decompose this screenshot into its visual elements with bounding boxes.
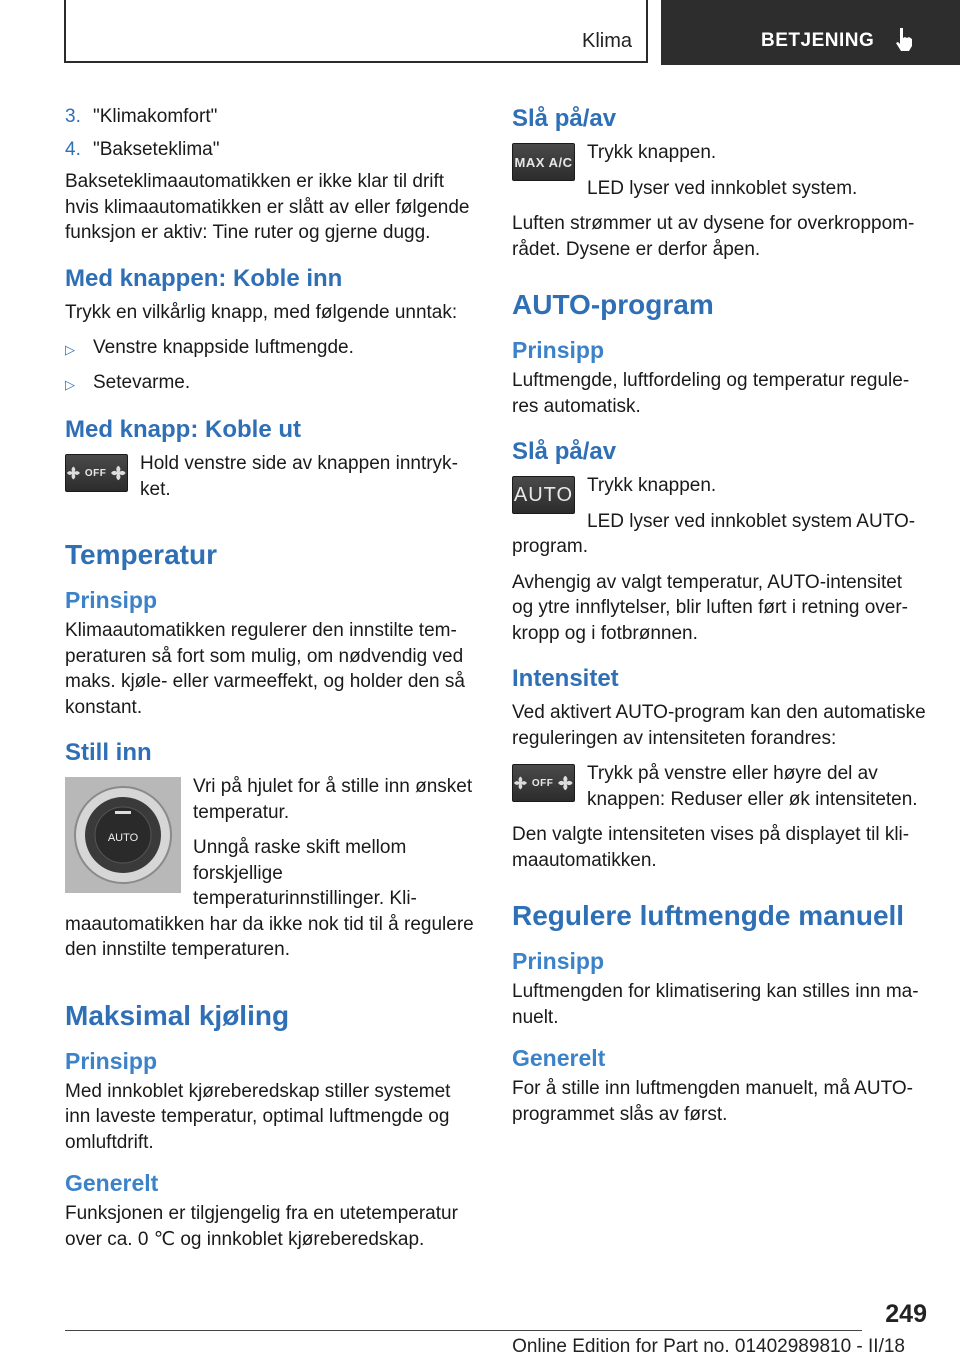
still-inn-text-1: Vri på hjulet for å stille inn ønsket temperatur. — [193, 776, 473, 823]
header-section-box — [64, 0, 648, 63]
footer-divider — [65, 1330, 862, 1331]
knob-auto-label: AUTO — [107, 832, 139, 844]
fan-off-button-image — [512, 764, 575, 802]
auto-text-2: LED lyser ved innkoblet system AUTO-program. — [512, 510, 916, 557]
triangle-bullet-icon: ▷ — [65, 376, 75, 392]
temperatur-prinsipp-text: Klimaautomatikken regulerer den innstilte temperaturen så fort som mulig, om nødvendig ved maks. kjøle- eller varmeeffekt, og holder den så konstant. — [65, 620, 465, 718]
list-item — [65, 137, 477, 163]
heading-prinsipp: Prinsipp — [65, 1047, 158, 1074]
auto-button-image: AUTO — [512, 476, 575, 514]
heading-maksimal-kjoling: Maksimal kjøling — [65, 999, 290, 1031]
temperature-knob-image — [65, 777, 181, 893]
intensitet-text-1: Ved aktivert AUTO-program kan den automatiske reguleringen av intensiteten forandres: — [512, 702, 926, 749]
max-ac-text-1: Trykk knappen. — [587, 142, 717, 163]
luftmengde-prinsipp-text: Luftmengden for klimatisering kan stilles inn manuelt. — [512, 981, 919, 1028]
auto-prinsipp-text: Luftmengde, luftfordeling og temperatur reguleres automatisk. — [512, 370, 910, 417]
intensitet-text-3: Den valgte intensiteten vises på displayet til klimaautomatikken. — [512, 824, 910, 871]
fan-icon — [110, 464, 127, 482]
triangle-bullet-icon: ▷ — [65, 342, 75, 357]
fan-off-button-image — [65, 454, 128, 492]
auto-block — [512, 473, 926, 570]
still-inn-text-2: Unngå raske skift mellom forskjellige temperaturinnstillinger. Klimaautomatikken har da ikke nok tid til å regulere den innstilte temperaturen. — [65, 837, 474, 960]
koble-ut-block — [65, 451, 477, 512]
heading-still-inn: Still inn — [65, 739, 152, 766]
heading-koble-ut: Med knapp: Koble ut — [65, 416, 301, 443]
heading-generelt: Generelt — [65, 1170, 159, 1196]
heading-sla-pa-av: Slå på/av — [512, 105, 617, 132]
intensitet-block — [512, 761, 926, 822]
heading-generelt: Generelt — [512, 1045, 606, 1071]
list-number: 4. — [65, 138, 81, 160]
max-ac-text-2: LED lyser ved innkoblet system. — [587, 177, 858, 199]
heading-koble-inn: Med knappen: Koble inn — [65, 264, 343, 292]
temperature-knob-icon — [65, 777, 181, 893]
heading-regulere-luftmengde: Regulere luftmengde manuell — [512, 900, 905, 931]
maksimal-generelt-text: Funksjonen er tilgjengelig fra en utetemperatur over ca. 0 ℃ og innkoblet kjøreberedskap. — [65, 1203, 458, 1250]
heading-temperatur: Temperatur — [65, 539, 217, 570]
still-inn-block — [65, 774, 477, 973]
auto-text-3: Avhengig av valgt temperatur, AUTO-intensitet og ytre innflytelser, blir luften ført i retning overkropp og i fotbrønnen. — [512, 571, 908, 644]
list-text: "Bakseteklima" — [93, 138, 220, 160]
heading-sla-pa-av: Slå på/av — [512, 438, 617, 465]
bullet-text: Venstre knappside luftmengde. — [93, 337, 354, 358]
heading-auto-program: AUTO-program — [512, 289, 714, 320]
heading-intensitet: Intensitet — [512, 665, 619, 692]
list-text: "Klimakomfort" — [93, 106, 218, 127]
bullet-text: Setevarme. — [93, 371, 191, 393]
right-column — [512, 104, 926, 1137]
heading-prinsipp: Prinsipp — [512, 337, 605, 363]
intro-paragraph: Bakseteklimaautomatikken er ikke klar til drift hvis klimaautomatikken er slått av eller følgende funksjon er aktiv: Tine ruter og gjerne dugg. — [65, 171, 470, 243]
koble-ut-text: Hold venstre side av knappen inntrykket. — [140, 453, 458, 500]
off-label: OFF — [84, 467, 107, 479]
header-section-title: Klima — [581, 30, 632, 52]
max-ac-block — [512, 140, 926, 211]
auto-text-1: Trykk knappen. — [587, 475, 717, 496]
fan-icon — [66, 465, 81, 481]
heading-prinsipp: Prinsipp — [65, 587, 158, 613]
fan-icon — [557, 774, 574, 792]
bullet-item — [65, 335, 477, 363]
intensitet-text-2: Trykk på venstre eller høyre del av knappen: Reduser eller øk intensiteten. — [587, 763, 918, 810]
bullet-item — [65, 370, 477, 398]
off-label: OFF — [531, 777, 554, 789]
koble-inn-text: Trykk en vilkårlig knapp, med følgende unntak: — [65, 301, 458, 323]
edition-text: Online Edition for Part no. 01402989810 - II/18 — [512, 1336, 905, 1357]
heading-prinsipp: Prinsipp — [512, 948, 605, 974]
header-chapter-title: BETJENING — [761, 30, 875, 51]
page-number: 249 — [885, 1300, 927, 1328]
left-column — [65, 104, 477, 1262]
hand-pointer-icon — [894, 26, 916, 52]
maksimal-prinsipp-text: Med innkoblet kjøreberedskap stiller systemet inn laveste temperatur, optimal luftmengde og omluftdrift. — [65, 1080, 451, 1153]
max-ac-button-image: MAX A/C — [512, 143, 575, 181]
list-item — [65, 104, 477, 130]
max-ac-text-3: Luften strømmer ut av dysene for overkroppområdet. Dysene er derfor åpen. — [512, 213, 915, 260]
list-number: 3. — [65, 106, 81, 127]
fan-icon — [513, 775, 528, 791]
luftmengde-generelt-text: For å stille inn luftmengden manuelt, må AUTO-programmet slås av først. — [512, 1078, 913, 1125]
header-chapter-box — [661, 0, 960, 65]
